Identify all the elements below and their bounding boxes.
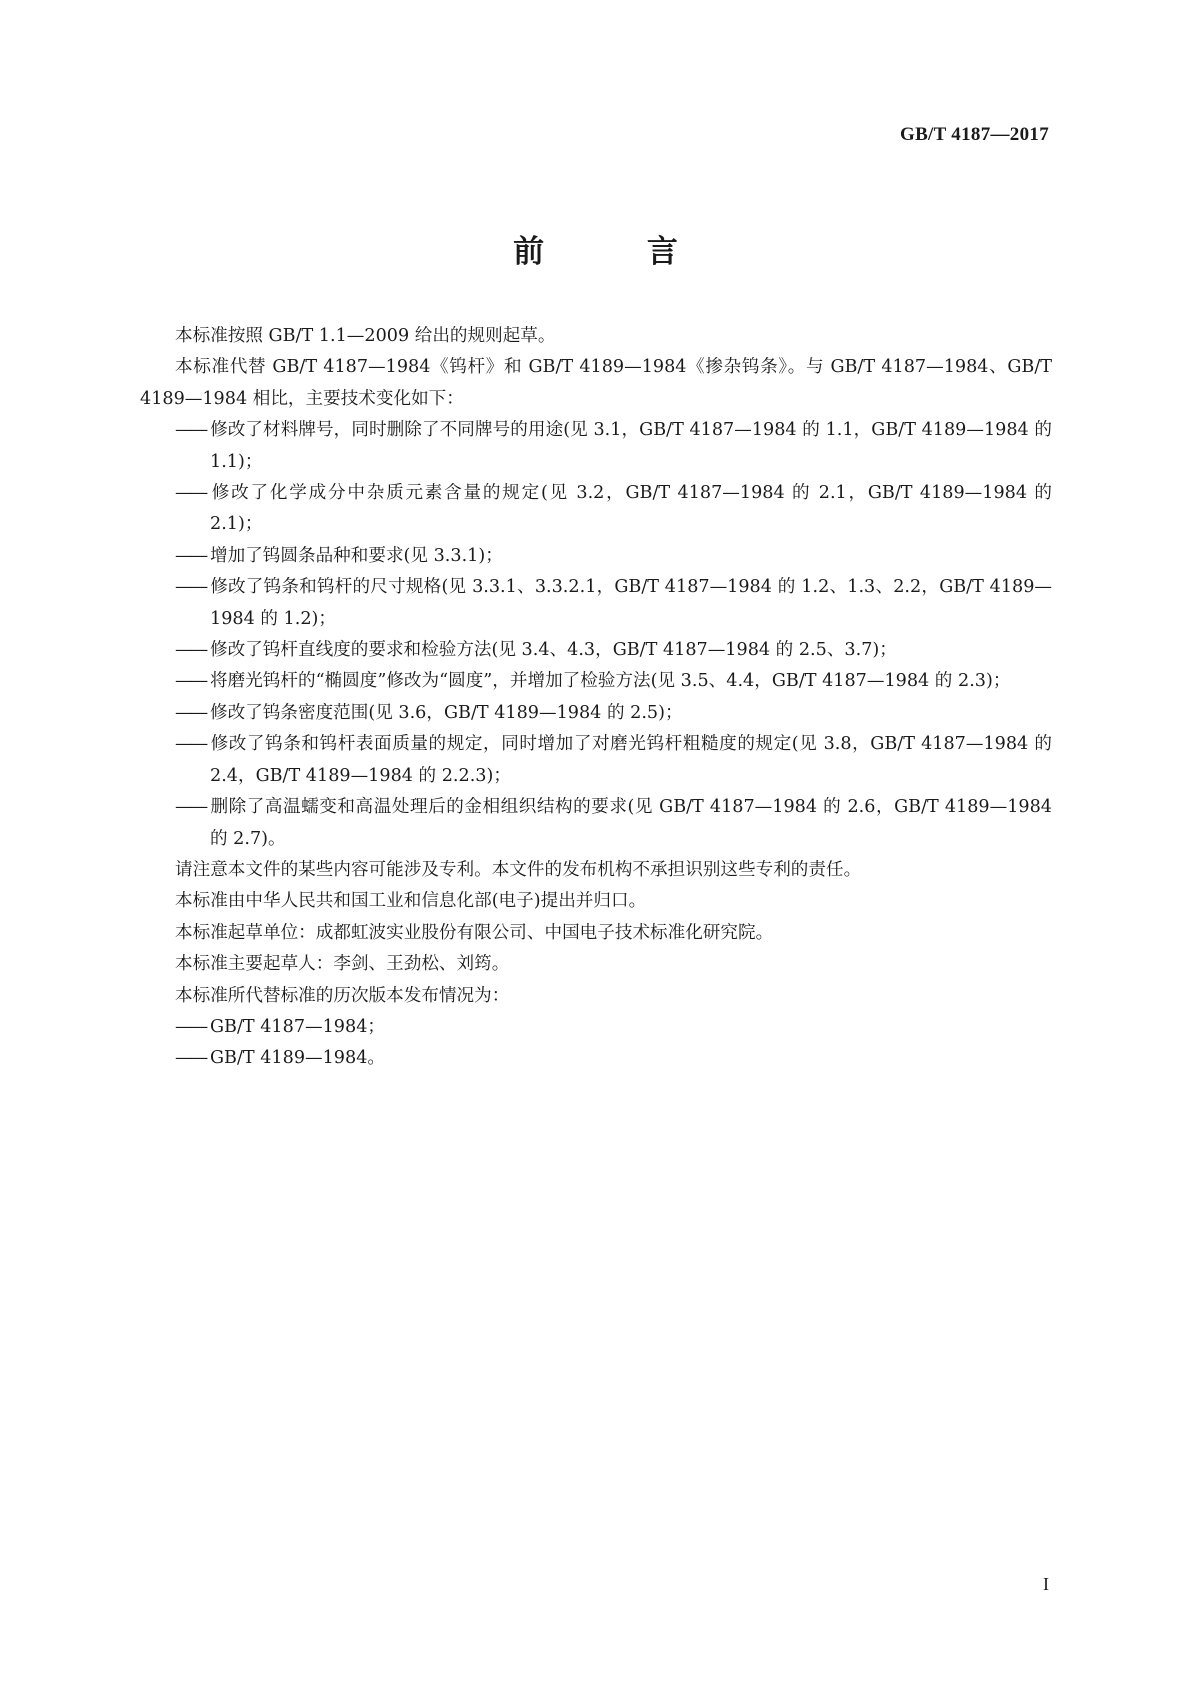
list-item-text: 修改了材料牌号，同时删除了不同牌号的用途(见 3.1，GB/T 4187—1984 的 1.1，GB/T 4189—1984 的 1.1)；	[210, 420, 1052, 472]
paragraph-drafting-units: 本标准起草单位：成都虹波实业股份有限公司、中国电子技术标准化研究院。	[175, 922, 774, 943]
dash-marker: ——	[175, 702, 207, 723]
dash-marker: ——	[175, 420, 207, 441]
list-item-change	[140, 792, 1052, 855]
list-item-change	[140, 572, 1052, 635]
paragraph-history-intro: 本标准所代替标准的历次版本发布情况为：	[175, 985, 510, 1006]
list-item-change	[140, 698, 1052, 729]
list-item-text: 修改了化学成分中杂质元素含量的规定(见 3.2，GB/T 4187—1984 的 2.1，GB/T 4189—1984 的 2.1)；	[210, 483, 1052, 535]
list-item-change	[140, 635, 1052, 666]
paragraph-drafting-rule: 本标准按照 GB/T 1.1—2009 给出的规则起草。	[175, 326, 556, 346]
list-item-text: 修改了钨条和钨杆的尺寸规格(见 3.3.1、3.3.2.1，GB/T 4187—1984 的 1.2、1.3、2.2，GB/T 4189—1984 的 1.2)；	[210, 577, 1052, 629]
list-item-text: GB/T 4189—1984。	[210, 1048, 385, 1069]
list-item-text: 将磨光钨杆的“椭圆度”修改为“圆度”，并增加了检验方法(见 3.5、4.4，GB/T 4187—1984 的 2.3)；	[210, 671, 1011, 692]
list-item-change	[140, 478, 1052, 541]
dash-marker: ——	[175, 545, 207, 566]
dash-marker: ——	[175, 671, 207, 692]
list-item-change	[140, 541, 1052, 572]
list-item-change	[140, 666, 1052, 697]
paragraph-patent-notice: 请注意本文件的某些内容可能涉及专利。本文件的发布机构不承担识别这些专利的责任。	[175, 859, 862, 880]
dash-marker: ——	[175, 1016, 207, 1037]
page-title: 前 言	[513, 234, 724, 270]
list-item-change	[140, 415, 1052, 478]
paragraph-drafters: 本标准主要起草人：李剑、王劲松、刘筠。	[175, 954, 510, 975]
list-item-text: 删除了高温蠕变和高温处理后的金相组织结构的要求(见 GB/T 4187—1984 的 2.6，GB/T 4189—1984 的 2.7)。	[210, 797, 1052, 849]
list-item-history	[140, 1012, 1052, 1043]
list-item-change	[140, 729, 1052, 792]
dash-marker: ——	[175, 640, 207, 661]
document-body	[140, 321, 1052, 1075]
standard-number: GB/T 4187—2017	[899, 124, 1049, 145]
list-item-text: 增加了钨圆条品种和要求(见 3.3.1)；	[210, 545, 503, 566]
list-item-text: 修改了钨杆直线度的要求和检验方法(见 3.4、4.3，GB/T 4187—1984 的 2.5、3.7)；	[210, 640, 897, 661]
list-item-text: 修改了钨条密度范围(见 3.6，GB/T 4189—1984 的 2.5)；	[210, 702, 683, 723]
dash-marker: ——	[175, 734, 207, 755]
page-number: I	[1043, 1574, 1049, 1594]
paragraph-proposer: 本标准由中华人民共和国工业和信息化部(电子)提出并归口。	[175, 891, 647, 912]
dash-marker: ——	[175, 1048, 207, 1069]
dash-marker: ——	[175, 797, 207, 818]
dash-marker: ——	[175, 577, 207, 598]
list-item-text: GB/T 4187—1984；	[210, 1016, 385, 1037]
list-item-text: 修改了钨条和钨杆表面质量的规定，同时增加了对磨光钨杆粗糙度的规定(见 3.8，GB/T 4187—1984 的 2.4，GB/T 4189—1984 的 2.2.3)；	[210, 734, 1052, 786]
paragraph-replacement: 本标准代替 GB/T 4187—1984《钨杆》和 GB/T 4189—1984《掺杂钨条》。与 GB/T 4187—1984、GB/T 4189—1984 相比，主要技术变化如下：	[140, 357, 1052, 409]
dash-marker: ——	[175, 483, 207, 504]
list-item-history	[140, 1043, 1052, 1074]
